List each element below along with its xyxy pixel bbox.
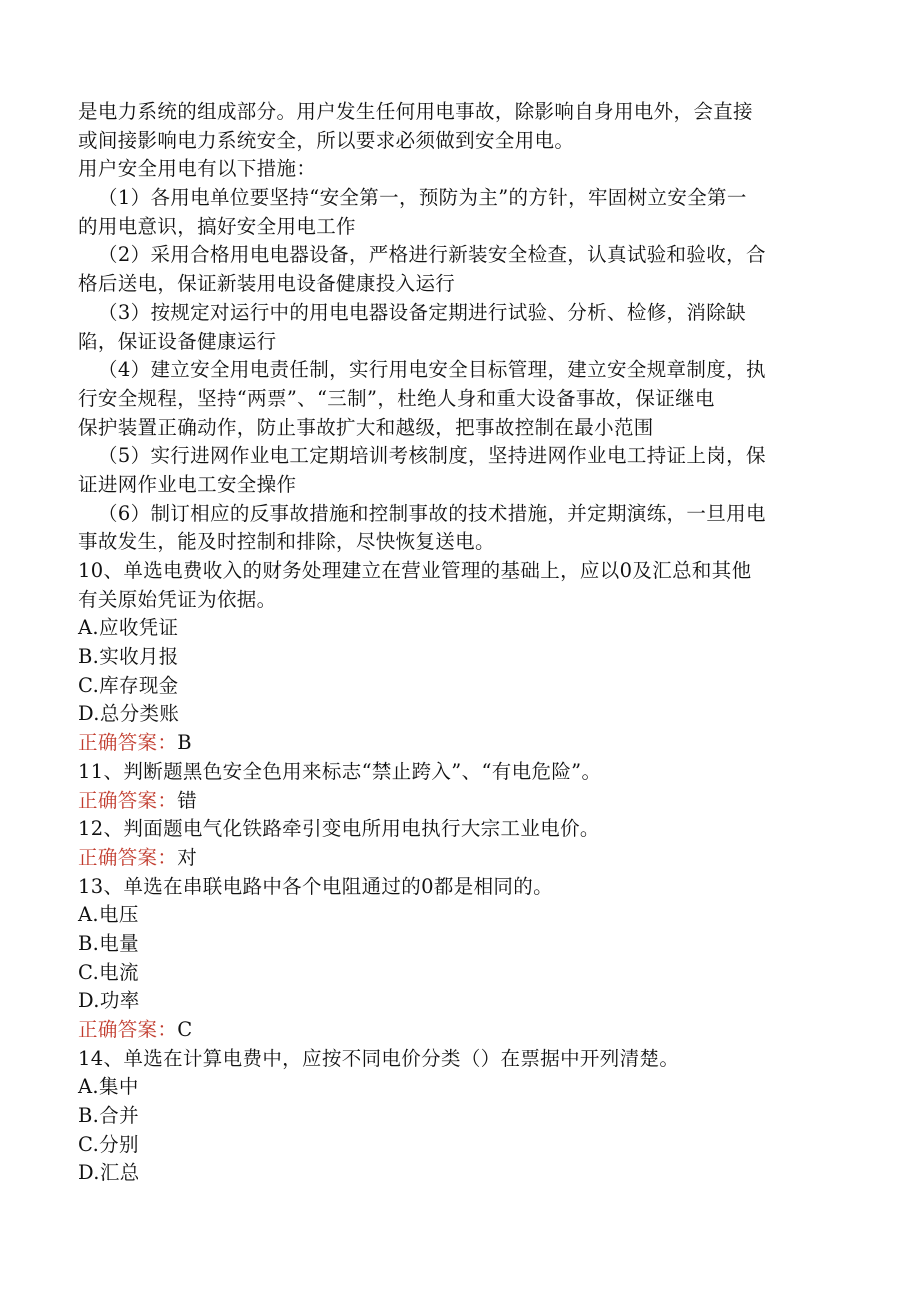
correct-answer-value: B: [177, 731, 192, 755]
correct-answer: [78, 1016, 816, 1045]
answer-option: C.分别: [78, 1132, 139, 1156]
correct-answer-label: 正确答案：: [78, 788, 178, 812]
question-stem: 12、判面题电气化铁路牵引变电所用电执行大宗工业电价。: [78, 817, 600, 841]
measure-line: 格后送电，保证新装用电设备健康投入运行: [78, 272, 456, 296]
answer-option: D.汇总: [78, 1161, 140, 1185]
measure-line: （6）制订相应的反事故措施和控制事故的技术措施，并定期演练，一旦用电: [98, 501, 766, 525]
correct-answer-value: 错: [177, 788, 198, 812]
question-stem: 10、单选电费收入的财务处理建立在营业管理的基础上，应以0及汇总和其他: [78, 559, 752, 582]
question-stem: 有关原始凭证为依据。: [78, 587, 277, 611]
answer-option: B.实收月报: [78, 645, 179, 669]
correct-answer-label: 正确答案：: [78, 1018, 178, 1041]
measure-line: 行安全规程，坚持“两票”、“三制”，杜绝人身和重大设备事故，保证继电: [78, 386, 715, 410]
intro-line: 是电力系统的组成部分。用户发生任何用电事故，除影响自身用电外，会直接: [78, 100, 753, 123]
measure-line: （2）采用合格用电电器设备，严格进行新装安全检查，认真试验和验收，合: [98, 243, 766, 267]
correct-answer-value: C: [177, 1018, 193, 1041]
intro-line: 或间接影响电力系统安全，所以要求必须做到安全用电。: [78, 128, 575, 152]
measure-line: 保护装置正确动作，防止事故扩大和越级，把事故控制在最小范围: [78, 415, 654, 439]
answer-option: C.库存现金: [78, 673, 179, 697]
correct-answer: [78, 729, 816, 758]
correct-answer-value: 对: [177, 845, 198, 869]
correct-answer: [78, 844, 816, 873]
answer-option: A.集中: [78, 1075, 139, 1099]
measure-line: （1）各用电单位要坚持“安全第一，预防为主”的方针，牢固树立安全第一: [98, 186, 747, 210]
measure-line: 事故发生，能及时控制和排除，尽快恢复送电。: [78, 530, 495, 554]
answer-option: B.合并: [78, 1104, 139, 1128]
question-stem: 14、单选在计算电费中，应按不同电价分类（）在票据中开列清楚。: [78, 1046, 680, 1070]
correct-answer-label: 正确答案：: [78, 845, 178, 869]
answer-option: A.电压: [78, 903, 139, 927]
answer-option: D.功率: [78, 989, 140, 1013]
question-stem: 11、判断题黑色安全色用来标志“禁止跨入”、“有电危险”。: [78, 759, 602, 783]
intro-line: 用户安全用电有以下措施：: [78, 157, 317, 181]
measure-line: 陷，保证设备健康运行: [78, 329, 277, 353]
answer-option: C.电流: [78, 960, 139, 984]
measure-line: （3）按规定对运行中的用电电器设备定期进行试验、分析、检修，消除缺: [98, 300, 746, 324]
correct-answer: [78, 787, 816, 816]
measure-line: （5）实行进网作业电工定期培训考核制度，坚持进网作业电工持证上岗，保: [98, 444, 766, 468]
answer-option: B.电量: [78, 931, 139, 955]
question-stem: 13、单选在串联电路中各个电阻通过的0都是相同的。: [78, 874, 553, 898]
measure-line: 的用电意识，搞好安全用电工作: [78, 214, 356, 238]
answer-option: D.总分类账: [78, 702, 180, 726]
answer-option: A.应收凭证: [78, 616, 179, 640]
measure-line: 证进网作业电工安全操作: [78, 472, 297, 496]
measure-line: （4）建立安全用电责任制，实行用电安全目标管理，建立安全规章制度，执: [98, 358, 766, 382]
correct-answer-label: 正确答案：: [78, 731, 178, 755]
